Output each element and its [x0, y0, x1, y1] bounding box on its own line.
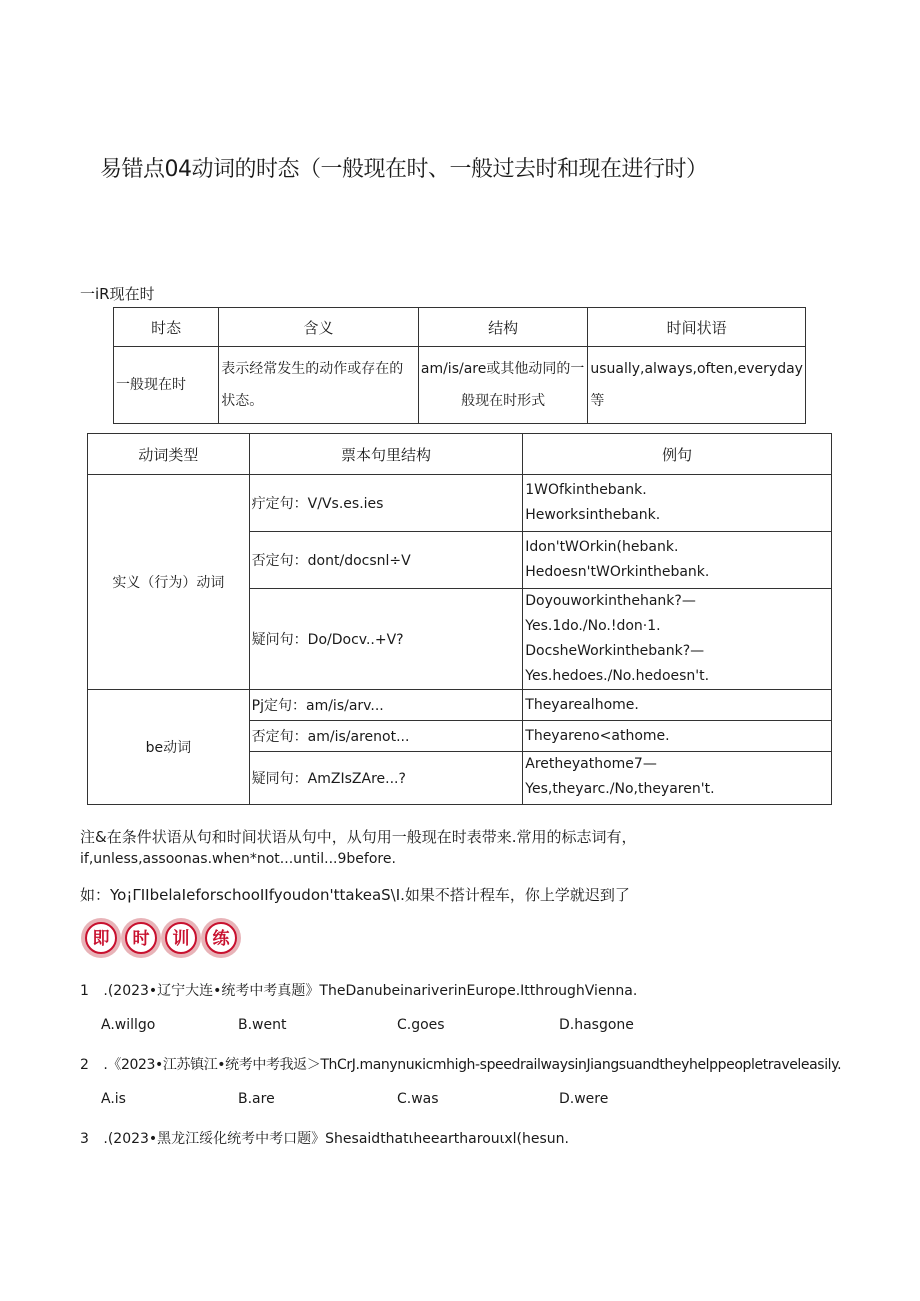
- question-text: .《2023•江苏镇江•统考中考我返＞ThCrJ.manynuκicmhigh-speedrailwaysinJiangsuandtheyhelppeopletraveleasily.: [103, 1057, 842, 1073]
- example-cell: [523, 475, 832, 532]
- option: C.was: [397, 1091, 439, 1107]
- badge-char: 练: [212, 929, 230, 949]
- header-cell: 例句: [523, 434, 832, 475]
- example-cell: [523, 532, 832, 589]
- option: B.went: [238, 1017, 287, 1033]
- badge-char: 训: [172, 929, 190, 949]
- table-row: [114, 347, 806, 424]
- adverbial-line: 等: [590, 393, 605, 409]
- question-number: 3: [80, 1131, 89, 1147]
- meaning-line: 表示经常发生的动作或存在的: [221, 361, 404, 377]
- question-1: [80, 980, 637, 1000]
- adverbial-cell: [588, 347, 806, 424]
- example-line: Yes.hedoes./No.hedoesn't.: [525, 668, 710, 684]
- tense-summary-table: [113, 307, 806, 424]
- example-line: Heworksinthebank.: [525, 507, 661, 523]
- adverbial-line: usually,always,often,everyday: [590, 361, 803, 377]
- structure-cell: 疑同句：AmZIsZAre...?: [249, 752, 523, 805]
- example-cell: Theyarealhome.: [523, 690, 832, 721]
- question-text: .(2023•黑龙江绥化统考中考口题》Shesaidthatιheeartharouιxl(hesun.: [103, 1131, 569, 1147]
- option: C.goes: [397, 1017, 445, 1033]
- example-line: Hedoesn'tWOrkinthebank.: [525, 564, 710, 580]
- verb-type-cell: be动词: [88, 690, 250, 805]
- example-cell: [523, 589, 832, 690]
- structure-cell: Pj定句：am/is/arv...: [249, 690, 523, 721]
- verb-type-cell: 实义（行为）动词: [88, 475, 250, 690]
- section-label: 一iR现在时: [80, 285, 155, 303]
- meaning-line: 状态。: [221, 393, 264, 409]
- example-line: 1WOfkinthebank.: [525, 482, 647, 498]
- question-text: .(2023•辽宁大连•统考中考真题》TheDanubeinariverinEurope.ItthroughVienna.: [103, 983, 638, 999]
- page-title: 易错点04动词的时态（一般现在时、一般过去时和现在进行时）: [100, 157, 708, 182]
- practice-badge-icon: [80, 914, 242, 962]
- note-line: 注&在条件状语从句和时间状语从句中，从句用一般现在时表带来.常用的标志词有，: [80, 828, 637, 846]
- question-number: 1: [80, 983, 89, 999]
- note-line: if,unless,assoonas.when*not...until...9before.: [80, 851, 396, 867]
- option: D.were: [559, 1091, 609, 1107]
- option: A.willgo: [101, 1017, 156, 1033]
- structure-line: 般现在时形式: [461, 393, 546, 409]
- header-cell: 动词类型: [88, 434, 250, 475]
- structure-cell: 否定旬：am/is/arenot...: [249, 721, 523, 752]
- option: B.are: [238, 1091, 275, 1107]
- badge-char: 时: [132, 929, 150, 949]
- table-header-row: [88, 434, 832, 475]
- question-number: 2: [80, 1057, 89, 1073]
- structure-cell: 否定句：dont/docsnl÷V: [249, 532, 523, 589]
- structure-cell: 疔定句：V/Vs.es.ies: [249, 475, 523, 532]
- example-cell: Aretheyathome7—Yes,theyarc./No,theyaren't.: [523, 752, 832, 805]
- header-cell: 时间状语: [588, 308, 806, 347]
- verb-structure-table: [87, 433, 832, 805]
- table-row: [88, 690, 832, 721]
- question-3: [80, 1128, 569, 1148]
- example-cell: Theyareno<athome.: [523, 721, 832, 752]
- example-line: DocsheWorkinthebank?—: [525, 643, 705, 659]
- example-line: Doyouworkinthehank?—Yes.1do./No.!don·1.: [525, 593, 696, 634]
- table-row: [88, 475, 832, 532]
- header-cell: 时态: [114, 308, 219, 347]
- option: A.is: [101, 1091, 126, 1107]
- option: D.hasgone: [559, 1017, 634, 1033]
- header-cell: 结构: [418, 308, 587, 347]
- meaning-cell: [219, 347, 419, 424]
- header-cell: 票本句里结构: [249, 434, 523, 475]
- example-line: Idon'tWOrkin(hebank.: [525, 539, 679, 555]
- tense-cell: 一般现在时: [114, 347, 219, 424]
- badge-char: 即: [92, 929, 110, 949]
- structure-cell: 疑问句：Do/Docv..+V?: [249, 589, 523, 690]
- question-2: [80, 1054, 841, 1074]
- header-cell: 含义: [219, 308, 419, 347]
- example-sentence: 如：Yo¡ΓIIbelaIeforschooIIfyoudon'ttakeaS\I.如果不搭计程车，你上学就迟到了: [80, 886, 630, 904]
- structure-line: am/is/are或其他动同的一: [420, 361, 585, 377]
- structure-cell: [418, 347, 587, 424]
- table-header-row: [114, 308, 806, 347]
